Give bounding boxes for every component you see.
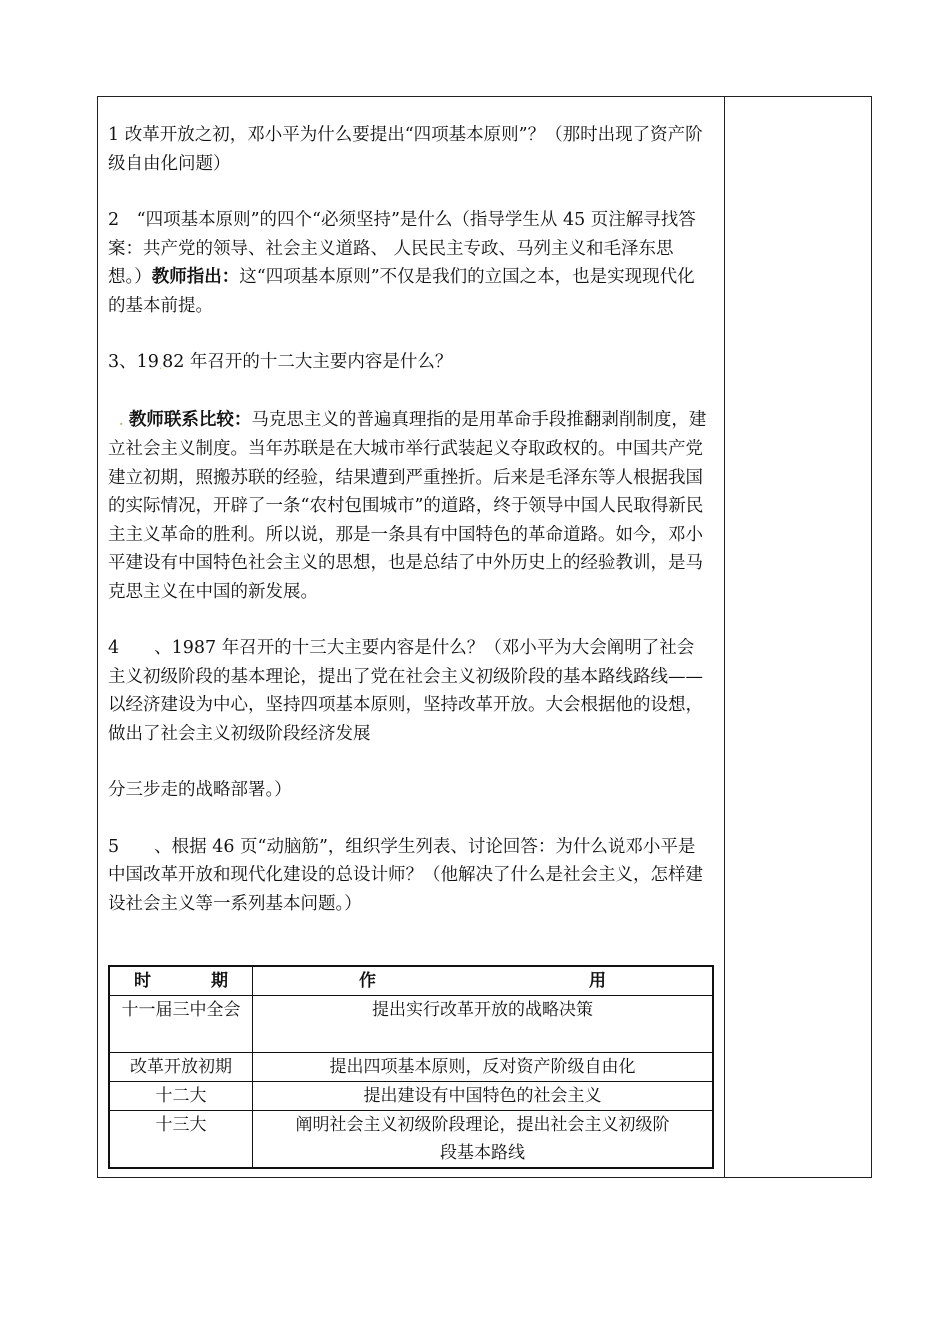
table-row <box>109 1111 713 1169</box>
question-1: 1 改革开放之初，邓小平为什么要提出“四项基本原则”？（那时出现了资产阶级自由化问题） <box>108 125 703 174</box>
header-role-char-2: 用 <box>589 971 606 991</box>
period-cell: 改革开放初期 <box>109 1053 253 1082</box>
header-role-char-1: 作 <box>359 971 376 991</box>
column-divider <box>724 97 725 1177</box>
lesson-content <box>108 121 708 918</box>
lesson-frame <box>97 96 872 1178</box>
period-cell: 十一届三中全会 <box>109 996 253 1053</box>
table-row <box>109 996 713 1053</box>
header-period-char-2: 期 <box>211 971 228 991</box>
question-4-continued: 分三步走的战略部署。） <box>108 780 292 800</box>
table-header-row <box>109 966 713 996</box>
deng-role-table <box>108 965 714 1169</box>
header-period <box>109 966 253 996</box>
role-cell: 提出实行改革开放的战略决策 <box>253 996 714 1053</box>
header-role <box>253 966 714 996</box>
period-cell: 十二大 <box>109 1082 253 1111</box>
question-2-text: 2 “四项基本原则”的四个“必须坚持”是什么（指导学生从 45 页注解寻找答案：共产党的领导、社会主义道路、 人民民主专政、马列主义和毛泽东思想。） <box>108 210 696 287</box>
question-2 <box>108 206 708 320</box>
comparison-text: 马克思主义的普遍真理指的是用革命手段推翻剥削制度，建立社会主义制度。当年苏联是在大城市举行武装起义夺取政权的。中国共产党建立初期，照搬苏联的经验，结果遭到严重挫折。后来是毛泽东等人根据我国的实际情况，开辟了一条“农村包围城市”的道路，终于领导中国人民取得新民主主义革命的胜利。所以说，那是一条具有中国特色的革命道路。如今，邓小平建设有中国特色社会主义的思想，也是总结了中外历史上的经验教训，是马克思主义在中国的新发展。 <box>108 409 707 602</box>
question-3 <box>108 348 708 382</box>
comparison-label: 教师联系比较： <box>128 409 252 430</box>
role-cell: 提出建设有中国特色的社会主义 <box>253 1082 714 1111</box>
question-2-note: 这“四项基本原则”不仅是我们的立国之本，也是实现现代化的基本前提。 <box>108 267 695 316</box>
header-period-char-1: 时 <box>134 971 151 991</box>
question-4: 4 、1987 年召开的十三大主要内容是什么？（邓小平为大会阐明了社会主义初级阶段的基本理论，提出了党在社会主义初级阶段的基本路线路线——以经济建设为中心，坚持四项基本原则，坚持改革开放。大会根据他的设想，做出了社会主义初级阶段经济发展 <box>108 638 703 744</box>
role-cell: 阐明社会主义初级阶段理论，提出社会主义初级阶段基本路线 <box>253 1111 714 1169</box>
table-row <box>109 1053 713 1082</box>
question-3-text: 82 年召开的十二大主要内容是什么？ <box>162 352 453 372</box>
marker-dot: . <box>158 361 163 372</box>
question-3-prefix: 3、19 <box>108 352 159 372</box>
teacher-note-label: 教师指出： <box>151 267 240 287</box>
period-cell: 十三大 <box>109 1111 253 1169</box>
table-row <box>109 1082 713 1111</box>
role-cell: 提出四项基本原则，反对资产阶级自由化 <box>253 1053 714 1082</box>
teacher-comparison <box>108 406 708 607</box>
marker-dot-2: . <box>119 413 124 428</box>
question-5: 5 、根据 46 页“动脑筋”，组织学生列表、讨论回答：为什么说邓小平是中国改革开放和现代化建设的总设计师？（他解决了什么是社会主义，怎样建设社会主义等一系列基本问题。） <box>108 836 703 914</box>
